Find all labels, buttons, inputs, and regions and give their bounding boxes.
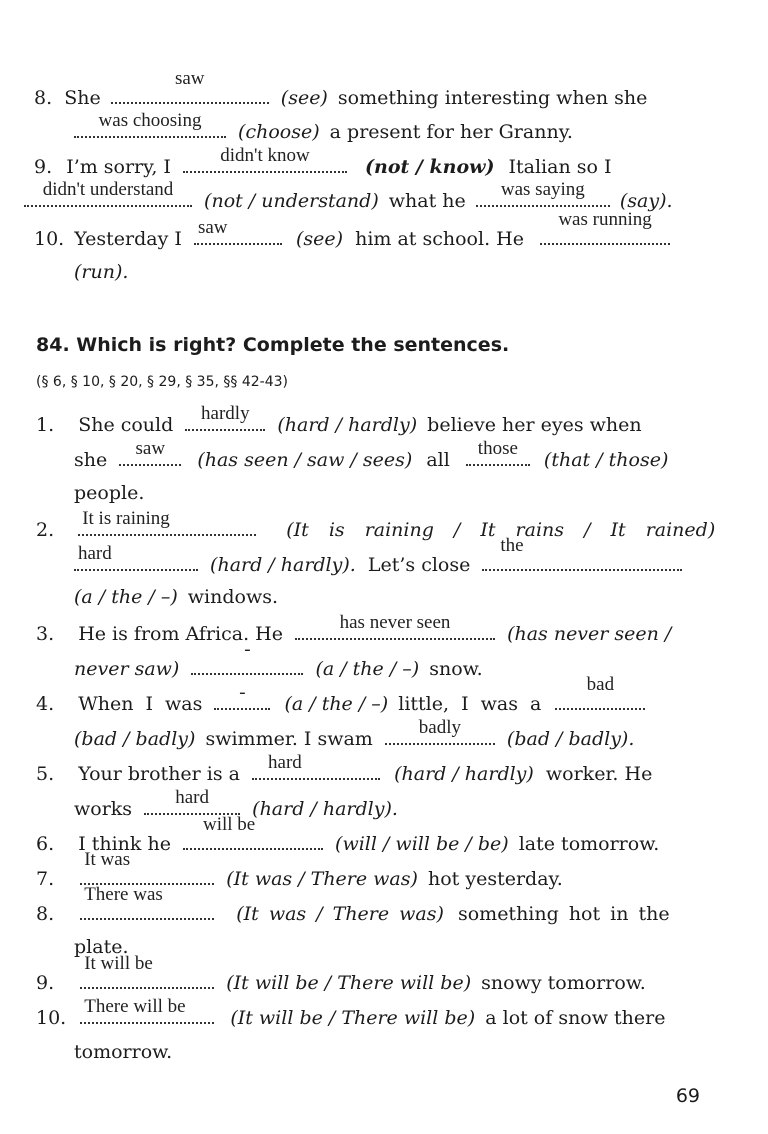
option-text: (It is raining / It rains / It rained): [286, 519, 716, 541]
answer-blank[interactable]: [80, 996, 214, 1024]
item-number: 2.: [36, 519, 55, 541]
answer-blank[interactable]: [185, 403, 265, 431]
answer-blank[interactable]: [119, 438, 181, 466]
handwritten-answer: badly: [418, 717, 461, 738]
option-text: (hard / hardly).: [252, 798, 398, 820]
item-number: 10.: [36, 1007, 67, 1029]
answer-blank[interactable]: [466, 438, 530, 466]
ex84-item-1-line-3: [74, 482, 144, 504]
handwritten-answer: hard: [268, 752, 302, 773]
sentence-text: tomorrow.: [74, 1041, 173, 1063]
handwritten-answer: There will be: [84, 996, 186, 1017]
ex84-item-9: [36, 953, 646, 994]
handwritten-answer: saw: [197, 217, 228, 238]
answer-blank[interactable]: [482, 535, 682, 571]
option-text: (will / will be / be): [335, 833, 509, 855]
answer-blank[interactable]: [80, 849, 214, 885]
option-text: (It will be / There will be): [230, 1007, 476, 1029]
answer-blank[interactable]: [24, 179, 192, 207]
answer-blank[interactable]: [252, 752, 380, 780]
sentence-text: something hot in the: [457, 903, 670, 925]
answer-blank[interactable]: [385, 717, 495, 745]
sentence-text: She could: [78, 414, 174, 436]
option-text: (hard / hardly): [277, 414, 418, 436]
option-text: (not / know): [365, 156, 495, 178]
answer-blank[interactable]: [194, 217, 282, 245]
handwritten-answer: -: [244, 639, 251, 660]
sentence-text: I’m sorry, I: [66, 156, 171, 178]
page-number: 69: [675, 1085, 700, 1107]
handwritten-answer: has never seen: [339, 612, 451, 633]
ex84-item-2-line-2: [74, 535, 682, 576]
sentence-text: Italian so I: [508, 156, 612, 178]
handwritten-answer: There was: [84, 884, 163, 905]
item-number: 5.: [36, 763, 55, 785]
handwritten-answer: saw: [135, 438, 166, 459]
handwritten-answer: It was: [84, 849, 131, 870]
option-text: (hard / hardly): [394, 763, 534, 785]
option-text: (run).: [74, 261, 129, 283]
option-text: (bad / badly).: [506, 728, 635, 750]
answer-blank[interactable]: [144, 787, 240, 815]
handwritten-answer: didn't know: [220, 145, 310, 166]
option-text: (see): [295, 228, 344, 250]
sentence-text: She: [64, 87, 101, 109]
option-text: (choose): [238, 121, 320, 143]
grammar-references: (§ 6, § 10, § 20, § 29, § 35, §§ 42-43): [36, 374, 288, 390]
option-text: (that / those): [543, 449, 669, 471]
answer-blank[interactable]: [80, 953, 214, 989]
item-10-line-2: [74, 261, 128, 283]
handwritten-answer: will be: [203, 814, 256, 835]
item-number: 6.: [36, 833, 55, 855]
ex84-item-10-line-2: [74, 1041, 172, 1063]
answer-blank[interactable]: [74, 543, 198, 571]
option-text: (a / the / –): [74, 586, 178, 608]
ex84-item-1-line-2: [74, 438, 669, 471]
sentence-text: plate.: [74, 936, 129, 958]
sentence-text: Let’s close: [367, 554, 471, 576]
answer-blank[interactable]: [295, 612, 495, 640]
handwritten-answer: hardly: [201, 403, 250, 424]
ex84-item-8-line-1: [36, 884, 670, 925]
sentence-text: little, I was a: [398, 693, 542, 715]
ex84-item-1-line-1: [36, 403, 642, 436]
ex84-item-3-line-2: [74, 639, 483, 680]
ex84-item-10-line-1: [36, 996, 666, 1029]
option-text: (has seen / saw / sees): [197, 449, 413, 471]
item-number: 4.: [36, 693, 55, 715]
handwritten-answer: didn't understand: [42, 179, 174, 200]
sentence-text: He is from Africa. He: [78, 623, 283, 645]
answer-blank[interactable]: [183, 814, 323, 850]
answer-blank[interactable]: [191, 639, 303, 675]
item-number: 3.: [36, 623, 55, 645]
option-text: (hard / hardly).: [210, 554, 356, 576]
option-text: (a / the / –): [284, 693, 389, 715]
sentence-text: all: [426, 449, 450, 471]
option-text: never saw): [74, 658, 180, 680]
answer-blank[interactable]: [111, 68, 269, 104]
item-number: 8.: [36, 903, 55, 925]
item-number: 9.: [34, 156, 53, 178]
handwritten-answer: It will be: [84, 953, 153, 974]
ex84-item-2-line-3: [74, 586, 278, 608]
option-text: (say).: [619, 190, 673, 212]
answer-blank[interactable]: [74, 110, 226, 138]
sentence-text: Yesterday I: [74, 228, 182, 250]
exercise-title: 84. Which is right? Complete the sentences.: [36, 334, 510, 356]
ex84-item-5-line-1: [36, 752, 653, 785]
option-text: (It was / There was): [226, 868, 418, 890]
item-9-line-1: [34, 145, 612, 178]
option-text: (a / the / –): [315, 658, 420, 680]
answer-blank[interactable]: [78, 508, 256, 536]
sentence-text: snow.: [429, 658, 483, 680]
ex84-item-4-line-1: [36, 674, 645, 715]
sentence-text: worker. He: [545, 763, 653, 785]
option-text: (not / understand): [204, 190, 379, 212]
sentence-text: a lot of snow there: [485, 1007, 666, 1029]
option-text: (bad / badly): [74, 728, 196, 750]
sentence-text: people.: [74, 482, 145, 504]
sentence-text: hot yesterday.: [427, 868, 563, 890]
sentence-text: late tomorrow.: [518, 833, 660, 855]
sentence-text: windows.: [187, 586, 279, 608]
sentence-text: a present for her Granny.: [329, 121, 573, 143]
option-text: (has never seen /: [507, 623, 672, 645]
item-8-line-1: [34, 68, 648, 109]
answer-blank[interactable]: [80, 884, 214, 920]
sentence-text: believe her eyes when: [427, 414, 642, 436]
sentence-text: When I was: [78, 693, 203, 715]
handwritten-answer: was running: [558, 209, 652, 230]
sentence-text: him at school. He: [355, 228, 524, 250]
option-text: (It was / There was): [236, 903, 444, 925]
sentence-text: something interesting when she: [337, 87, 648, 109]
answer-blank[interactable]: [540, 209, 670, 245]
item-number: 10.: [34, 228, 65, 250]
ex84-item-3-line-1: [36, 612, 672, 645]
sentence-text: swimmer. I swam: [205, 728, 373, 750]
item-10-line-1: [34, 209, 670, 250]
answer-blank[interactable]: [555, 674, 645, 710]
handwritten-answer: was choosing: [98, 110, 202, 131]
answer-blank[interactable]: [183, 145, 347, 173]
item-number: 9.: [36, 972, 55, 994]
sentence-text: what he: [388, 190, 466, 212]
answer-blank[interactable]: [476, 179, 610, 207]
item-number: 1.: [36, 414, 55, 436]
option-text: (It will be / There will be): [226, 972, 472, 994]
sentence-text: Your brother is a: [78, 763, 240, 785]
sentence-text: I think he: [78, 833, 171, 855]
sentence-text: snowy tomorrow.: [481, 972, 646, 994]
handwritten-answer: -: [239, 682, 246, 703]
item-number: 7.: [36, 868, 55, 890]
answer-blank[interactable]: [214, 682, 270, 710]
handwritten-answer: hard: [175, 787, 209, 808]
item-8-line-2: [74, 110, 573, 143]
sentence-text: she: [74, 449, 108, 471]
handwritten-answer: bad: [586, 674, 615, 695]
handwritten-answer: was saying: [500, 179, 585, 200]
option-text: (see): [280, 87, 328, 109]
sentence-text: works: [74, 798, 133, 820]
handwritten-answer: hard: [78, 543, 112, 564]
handwritten-answer: those: [477, 438, 518, 459]
item-number: 8.: [34, 87, 53, 109]
ex84-item-4-line-2: [74, 717, 635, 750]
handwritten-answer: the: [500, 535, 524, 556]
handwritten-answer: It is raining: [82, 508, 170, 529]
handwritten-answer: saw: [174, 68, 205, 89]
